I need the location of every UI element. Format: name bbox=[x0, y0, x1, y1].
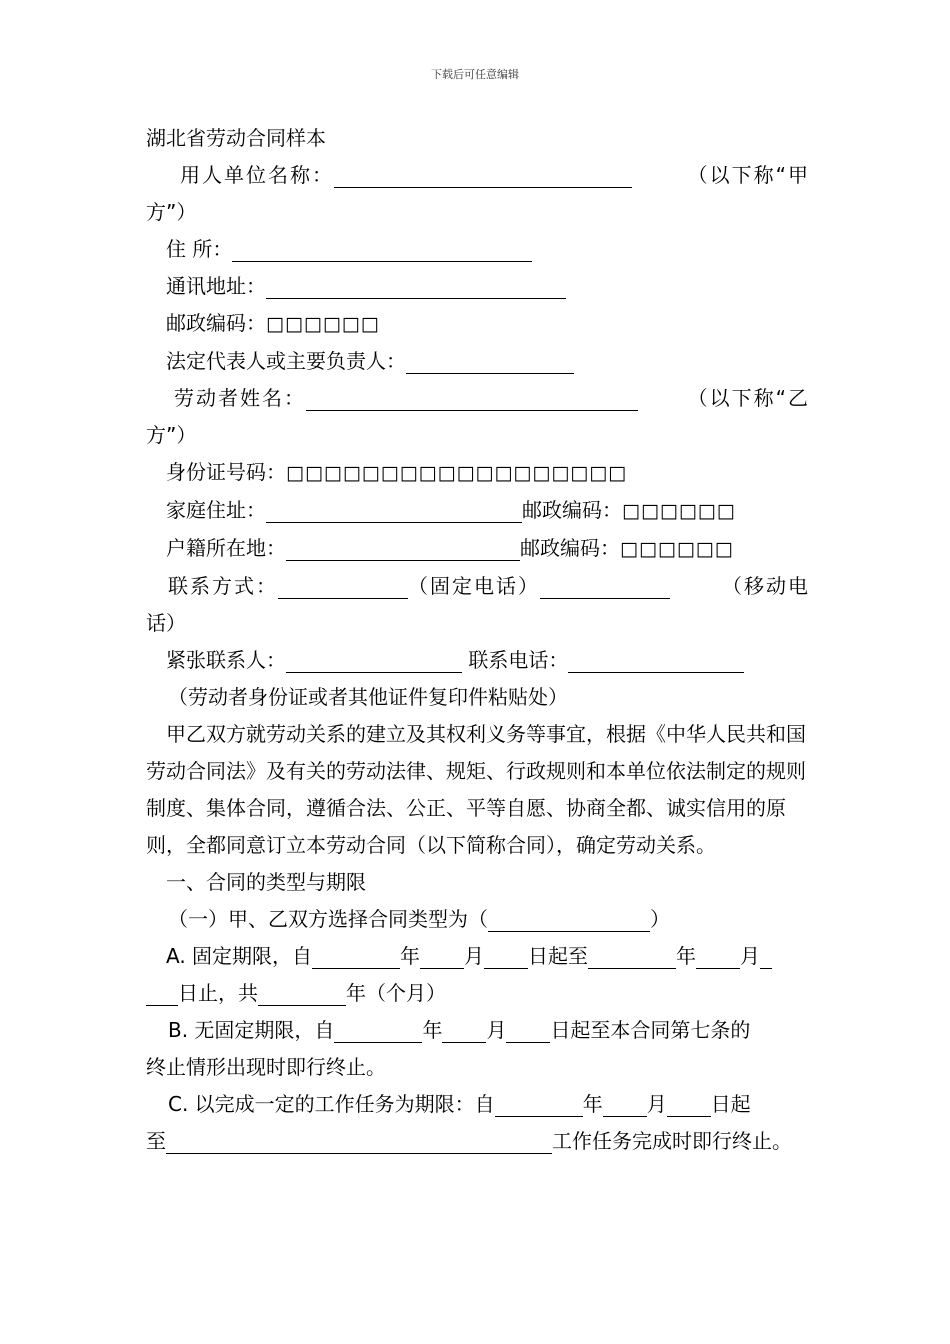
emergency-contact-row bbox=[146, 642, 810, 679]
clause-1-row bbox=[146, 901, 810, 938]
option-a-day-2: 日止，共 bbox=[178, 981, 258, 1005]
option-c-to: 至 bbox=[146, 1129, 166, 1153]
option-a-row-cont bbox=[146, 975, 810, 1012]
option-b-row-cont: 终止情形出现时即行终止。 bbox=[146, 1055, 386, 1079]
option-a-total-blank[interactable] bbox=[258, 981, 346, 1006]
worker-suffix-cont: 方”） bbox=[146, 423, 197, 447]
option-a-year: 年 bbox=[400, 944, 421, 968]
option-a-start-year-blank[interactable] bbox=[312, 944, 400, 969]
contact-row bbox=[146, 568, 810, 605]
section-1-heading: 一、合同的类型与期限 bbox=[166, 870, 366, 894]
option-a-start-day-blank[interactable] bbox=[484, 944, 528, 969]
mail-address-label: 通讯地址： bbox=[166, 274, 266, 298]
home-address-label: 家庭住址： bbox=[166, 498, 266, 522]
option-b-label: B. 无固定期限，自 bbox=[168, 1018, 335, 1042]
document-title: 湖北省劳动合同样本 bbox=[146, 126, 326, 150]
option-b-start-day-blank[interactable] bbox=[506, 1018, 550, 1043]
mobile-phone-label: （移动电 bbox=[722, 574, 810, 598]
fixed-phone-label: （固定电话） bbox=[408, 574, 540, 598]
option-b-month: 月 bbox=[486, 1018, 507, 1042]
option-c-label: C. 以完成一定的工作任务为期限：自 bbox=[168, 1092, 495, 1116]
employer-suffix-cont: 方”） bbox=[146, 200, 197, 224]
option-a-end-day-blank-start[interactable] bbox=[760, 944, 772, 969]
option-a-end-year-blank[interactable] bbox=[588, 944, 676, 969]
clause-1-close: ） bbox=[650, 907, 670, 931]
option-c-year: 年 bbox=[582, 1092, 603, 1116]
employer-name-blank[interactable] bbox=[334, 163, 632, 188]
hukou-postcode-boxes[interactable]: □□□□□□ bbox=[620, 538, 734, 560]
option-a-tail: 年（个月） bbox=[346, 981, 446, 1005]
legal-rep-row bbox=[146, 343, 810, 380]
postcode-boxes[interactable]: □□□□□□ bbox=[266, 313, 380, 335]
hukou-blank[interactable] bbox=[286, 536, 520, 561]
option-a-end-day-blank[interactable] bbox=[146, 981, 178, 1006]
id-copy-note: （劳动者身份证或者其他证件复印件粘贴处） bbox=[168, 685, 568, 709]
option-c-row-cont bbox=[146, 1123, 810, 1160]
option-a-year-2: 年 bbox=[676, 944, 697, 968]
hukou-postcode-label: 邮政编码： bbox=[520, 536, 620, 560]
option-b-start-year-blank[interactable] bbox=[334, 1018, 422, 1043]
emergency-contact-label: 紧张联系人： bbox=[166, 648, 286, 672]
option-c-start-day-blank[interactable] bbox=[667, 1092, 711, 1117]
postcode-label: 邮政编码： bbox=[166, 311, 266, 335]
home-address-row bbox=[146, 492, 810, 530]
worker-name-blank[interactable] bbox=[306, 386, 638, 411]
mobile-phone-blank[interactable] bbox=[540, 574, 670, 599]
home-postcode-boxes[interactable]: □□□□□□ bbox=[622, 500, 736, 522]
hukou-label: 户籍所在地： bbox=[166, 536, 286, 560]
option-c-start-month-blank[interactable] bbox=[603, 1092, 647, 1117]
option-c-tail: 工作任务完成时即行终止。 bbox=[552, 1129, 792, 1153]
mobile-phone-label-cont: 话） bbox=[146, 611, 186, 635]
worker-label: 劳动者姓名： bbox=[174, 386, 306, 410]
home-address-blank[interactable] bbox=[266, 498, 522, 523]
employer-label: 用人单位名称： bbox=[180, 163, 334, 187]
option-b-day: 日起至本合同第七条的 bbox=[550, 1018, 751, 1042]
clause-1-text: （一）甲、乙双方选择合同类型为（ bbox=[168, 907, 488, 931]
emergency-phone-label: 联系电话： bbox=[468, 648, 569, 672]
address-row bbox=[146, 231, 810, 268]
contact-label: 联系方式： bbox=[168, 574, 278, 598]
hukou-row bbox=[146, 530, 810, 568]
id-number-row bbox=[146, 454, 810, 492]
home-postcode-label: 邮政编码： bbox=[522, 498, 622, 522]
option-c-row bbox=[146, 1086, 810, 1123]
option-b-row bbox=[146, 1012, 810, 1049]
option-a-label: A. 固定期限，自 bbox=[166, 944, 313, 968]
worker-name-row bbox=[146, 380, 810, 417]
option-a-end-month-blank[interactable] bbox=[696, 944, 740, 969]
option-c-task-blank[interactable] bbox=[166, 1129, 552, 1154]
mail-address-row bbox=[146, 268, 810, 305]
contract-type-blank[interactable] bbox=[488, 907, 650, 932]
option-a-day: 日起至 bbox=[528, 944, 589, 968]
option-b-year: 年 bbox=[422, 1018, 443, 1042]
option-a-row bbox=[146, 938, 810, 975]
option-c-month: 月 bbox=[646, 1092, 667, 1116]
emergency-phone-blank[interactable] bbox=[568, 648, 744, 673]
employer-suffix: （以下称“甲 bbox=[687, 163, 810, 187]
option-a-month: 月 bbox=[464, 944, 485, 968]
id-number-label: 身份证号码： bbox=[166, 460, 286, 484]
mail-address-blank[interactable] bbox=[266, 274, 566, 299]
contract-body bbox=[146, 120, 810, 1160]
id-number-boxes[interactable]: □□□□□□□□□□□□□□□□□□ bbox=[286, 462, 628, 484]
option-c-day: 日起 bbox=[710, 1092, 751, 1116]
address-label: 住 所： bbox=[166, 237, 233, 261]
option-c-start-year-blank[interactable] bbox=[495, 1092, 583, 1117]
employer-name-row bbox=[146, 157, 810, 194]
fixed-phone-blank[interactable] bbox=[278, 574, 408, 599]
intro-paragraph: 甲乙双方就劳动关系的建立及其权利义务等事宜，根据《中华人民共和国劳动合同法》及有关的劳动法律、规矩、行政规则和本单位依法制定的规则制度、集体合同，遵循合法、公正、平等自愿、协商全都、诚实信用的原则，全都同意订立本劳动合同（以下简称合同），确定劳动关系。 bbox=[146, 722, 806, 857]
worker-suffix: （以下称“乙 bbox=[687, 386, 810, 410]
page-header-note: 下载后可任意编辑 bbox=[431, 68, 519, 81]
option-a-start-month-blank[interactable] bbox=[420, 944, 464, 969]
postcode-row bbox=[146, 305, 810, 343]
address-blank[interactable] bbox=[232, 237, 532, 262]
option-b-start-month-blank[interactable] bbox=[442, 1018, 486, 1043]
legal-rep-blank[interactable] bbox=[406, 349, 574, 374]
legal-rep-label: 法定代表人或主要负责人： bbox=[166, 349, 406, 373]
option-a-month-2: 月 bbox=[740, 944, 761, 968]
emergency-contact-blank[interactable] bbox=[286, 648, 462, 673]
